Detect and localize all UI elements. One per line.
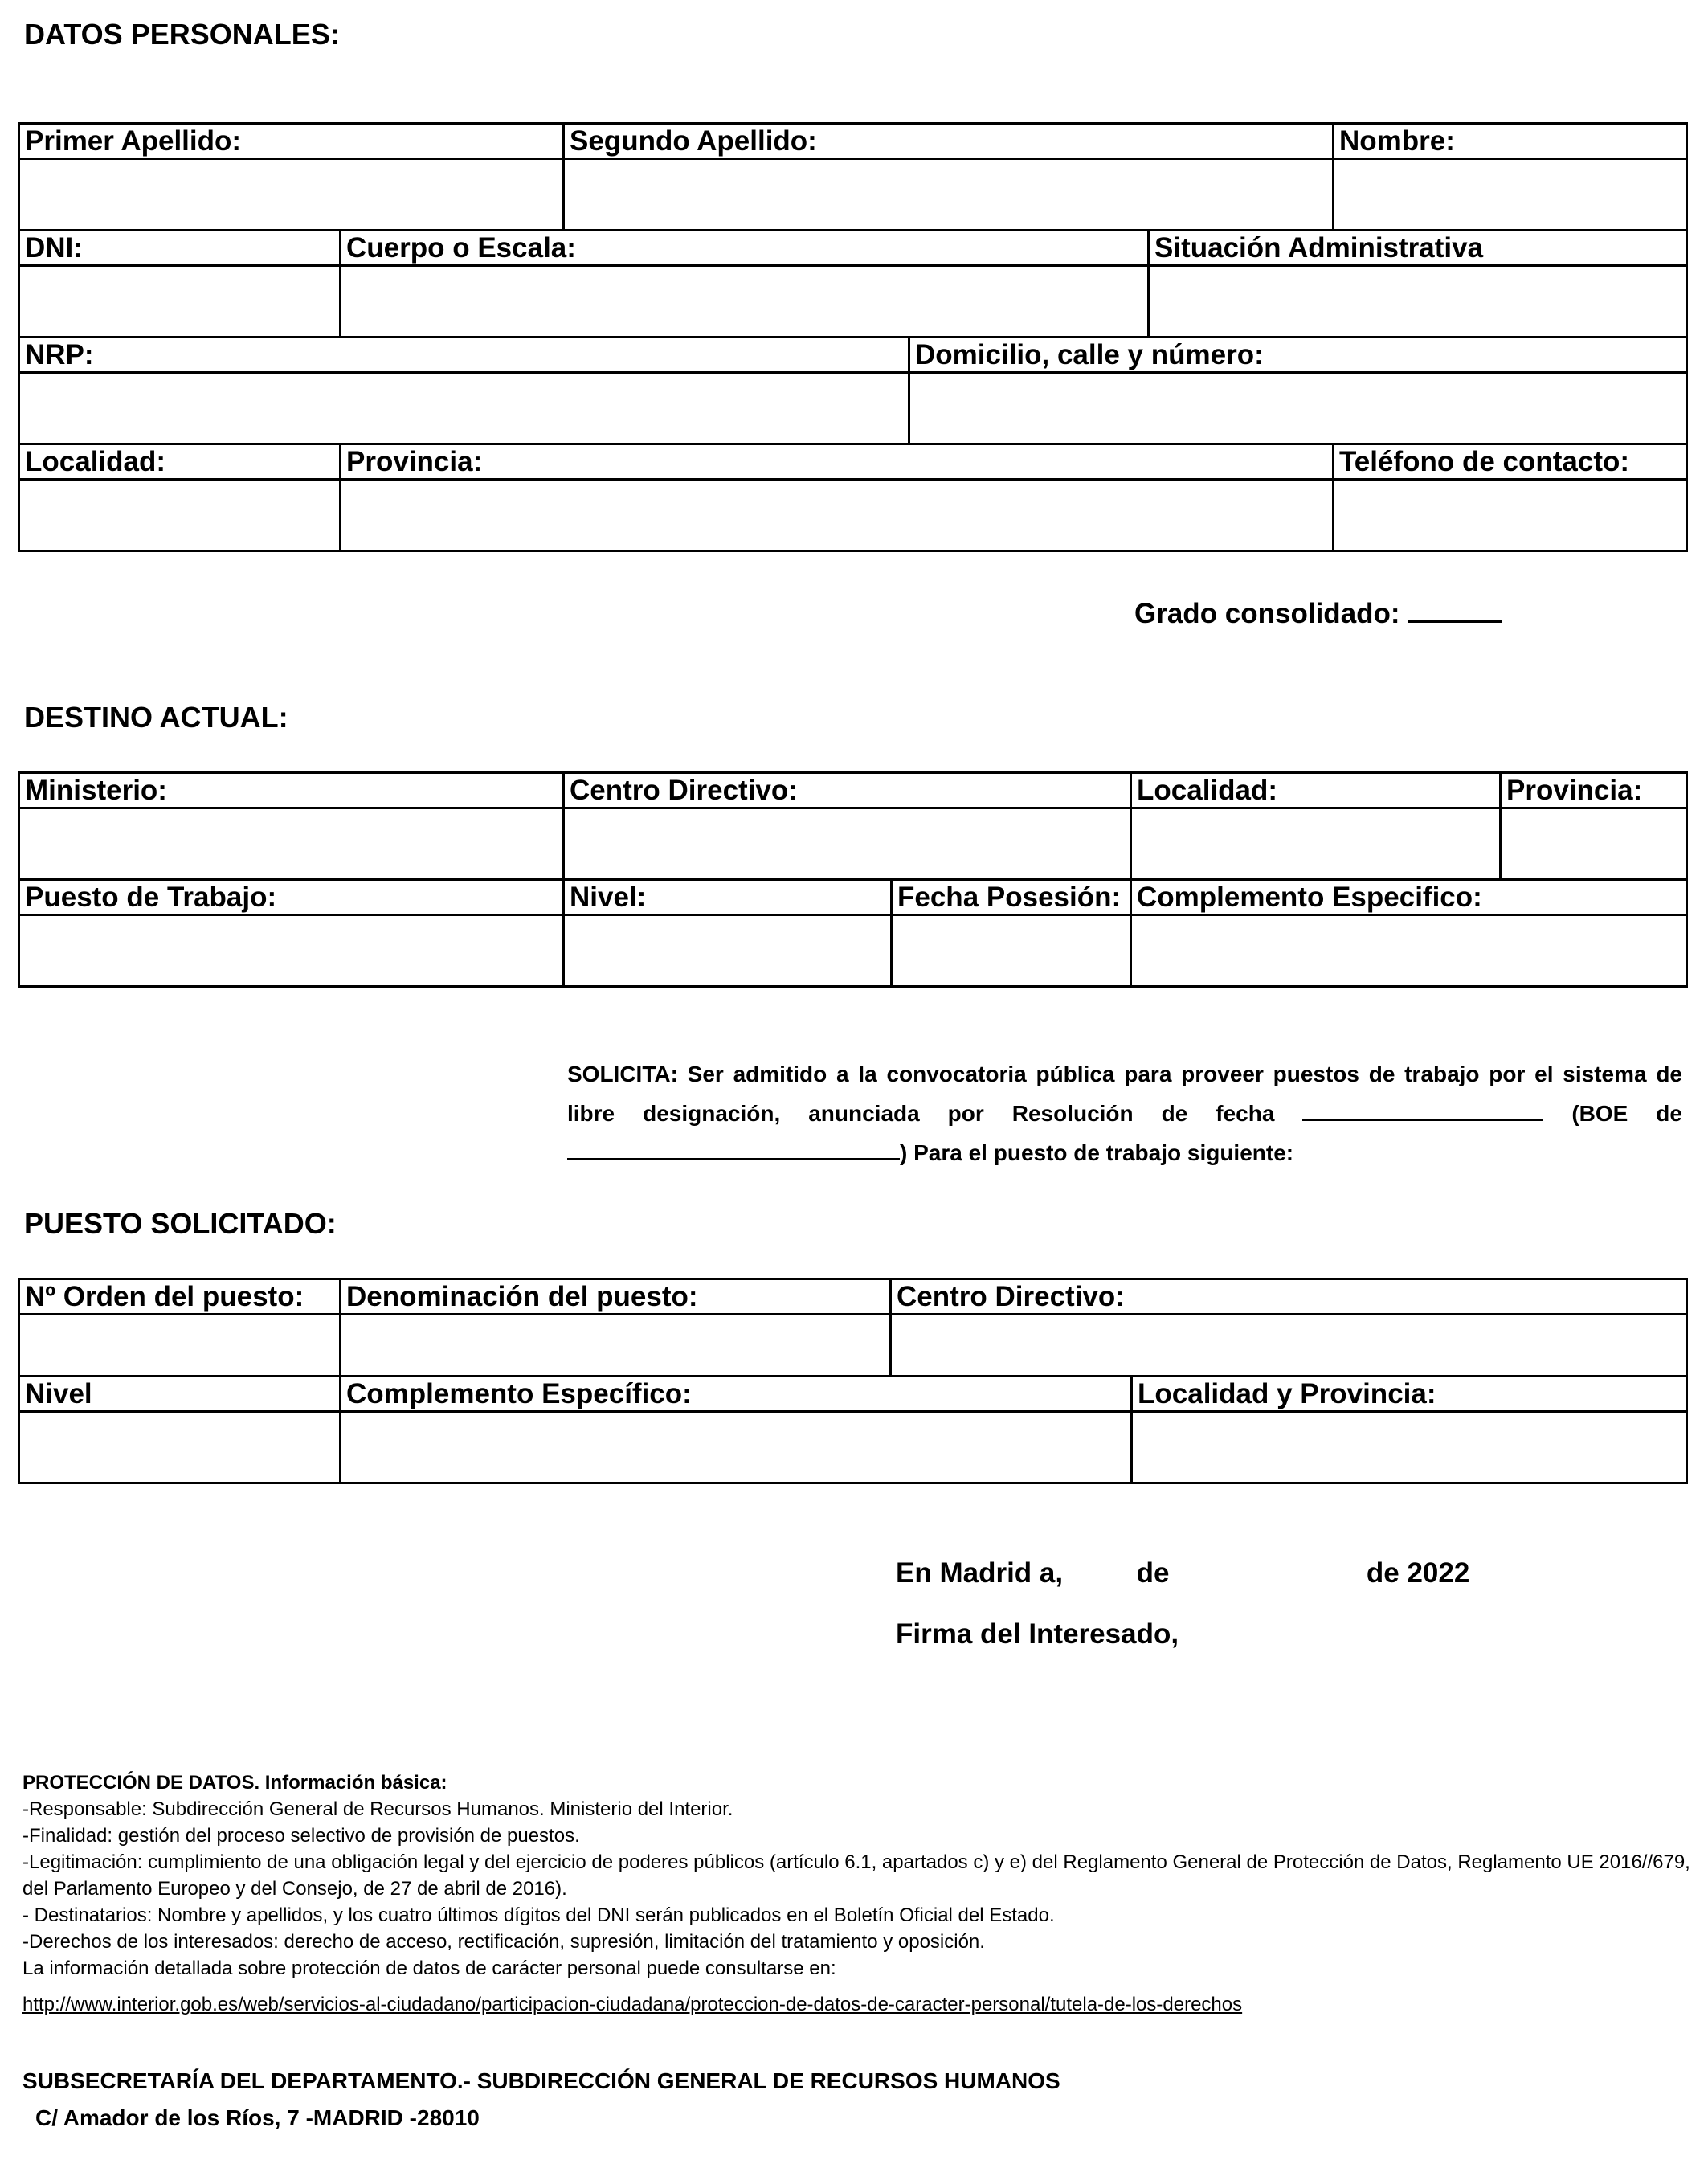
grado-consolidado-field[interactable]	[1408, 593, 1502, 623]
nivel-field[interactable]	[564, 915, 892, 987]
puesto-complemento-label: Complemento Específico:	[341, 1377, 1132, 1412]
proteccion-title: PROTECCIÓN DE DATOS. Información básica:	[22, 1772, 447, 1794]
puesto-centro-directivo-label: Centro Directivo:	[891, 1279, 1687, 1315]
denominacion-field[interactable]	[341, 1315, 891, 1377]
destino-localidad-label: Localidad:	[1131, 773, 1501, 808]
de-text: de	[1136, 1557, 1170, 1589]
fecha-firma-line	[896, 1557, 1469, 1589]
complemento-especifico-label: Complemento Especifico:	[1131, 880, 1687, 915]
destino-provincia-label: Provincia:	[1501, 773, 1687, 808]
firma-interesado: Firma del Interesado,	[896, 1618, 1179, 1650]
puesto-trabajo-label: Puesto de Trabajo:	[19, 880, 564, 915]
proteccion-url-link[interactable]: http://www.interior.gob.es/web/servicios-al-ciudadano/participacion-ciudadana/proteccion-de-datos-de-caracter-personal/tutela-de-los-derechos	[22, 1994, 1243, 2015]
denominacion-label: Denominación del puesto:	[341, 1279, 891, 1315]
telefono-field[interactable]	[1334, 480, 1687, 551]
primer-apellido-label: Primer Apellido:	[19, 124, 564, 159]
solicita-end-text: ) Para el puesto de trabajo siguiente:	[900, 1140, 1294, 1165]
fecha-resolucion-field[interactable]	[1302, 1098, 1543, 1121]
ministerio-label: Ministerio:	[19, 773, 564, 808]
proteccion-datos	[22, 1769, 1694, 2018]
numero-orden-label: Nº Orden del puesto:	[19, 1279, 341, 1315]
proteccion-line: -Derechos de los interesados: derecho de acceso, rectificación, supresión, limitación del tratamiento y oposición.	[22, 1931, 985, 1953]
de-year-text: de 2022	[1366, 1557, 1470, 1589]
numero-orden-field[interactable]	[19, 1315, 341, 1377]
localidad-label: Localidad:	[19, 444, 341, 480]
proteccion-line: - Destinatarios: Nombre y apellidos, y los cuatro últimos dígitos del DNI serán publicados en el Boletín Oficial del Estado.	[22, 1904, 1055, 1926]
en-madrid-text: En Madrid a,	[896, 1557, 1064, 1589]
nombre-field[interactable]	[1334, 159, 1687, 231]
boe-text: (BOE de	[1571, 1101, 1682, 1126]
destino-localidad-field[interactable]	[1131, 808, 1501, 880]
cuerpo-escala-field[interactable]	[341, 266, 1149, 338]
localidad-provincia-label: Localidad y Provincia:	[1132, 1377, 1687, 1412]
puesto-centro-directivo-field[interactable]	[891, 1315, 1687, 1377]
section-title-puesto: PUESTO SOLICITADO:	[24, 1207, 337, 1240]
puesto-nivel-label: Nivel	[19, 1377, 341, 1412]
complemento-especifico-field[interactable]	[1131, 915, 1687, 987]
segundo-apellido-field[interactable]	[564, 159, 1334, 231]
dni-label: DNI:	[19, 231, 341, 266]
provincia-label: Provincia:	[341, 444, 1334, 480]
puesto-nivel-field[interactable]	[19, 1412, 341, 1483]
destino-actual-table	[18, 771, 1688, 988]
situacion-administrativa-field[interactable]	[1149, 266, 1687, 338]
proteccion-line: -Legitimación: cumplimiento de una obligación legal y del ejercicio de poderes públicos (artículo 6.1, apartados c) y e) del Reglamento General de Protección de Datos, Reglamento UE 2016//679, del Parlamento Europeo y del Consejo, de 27 de abril de 2016).	[22, 1851, 1690, 1900]
domicilio-label: Domicilio, calle y número:	[909, 338, 1687, 373]
centro-directivo-field[interactable]	[564, 808, 1131, 880]
situacion-administrativa-label: Situación Administrativa	[1149, 231, 1687, 266]
proteccion-line: -Responsable: Subdirección General de Recursos Humanos. Ministerio del Interior.	[22, 1798, 733, 1820]
telefono-label: Teléfono de contacto:	[1334, 444, 1687, 480]
footer-subsecretaria: SUBSECRETARÍA DEL DEPARTAMENTO.- SUBDIRECCIÓN GENERAL DE RECURSOS HUMANOS	[22, 2068, 1060, 2093]
grado-consolidado-label: Grado consolidado:	[1134, 598, 1400, 629]
section-title-personal: DATOS PERSONALES:	[24, 18, 340, 51]
section-title-destino: DESTINO ACTUAL:	[24, 701, 288, 734]
nrp-label: NRP:	[19, 338, 909, 373]
solicita-text: SOLICITA: Ser admitido a la convocatoria pública para proveer puestos de trabajo por el sistema de libre designación, anunciada por Resolución de fecha	[567, 1062, 1682, 1126]
proteccion-line: La información detallada sobre protección de datos de carácter personal puede consultarse en:	[22, 1958, 836, 1979]
puesto-trabajo-field[interactable]	[19, 915, 564, 987]
localidad-field[interactable]	[19, 480, 341, 551]
cuerpo-escala-label: Cuerpo o Escala:	[341, 231, 1149, 266]
dni-field[interactable]	[19, 266, 341, 338]
segundo-apellido-label: Segundo Apellido:	[564, 124, 1334, 159]
domicilio-field[interactable]	[909, 373, 1687, 444]
ministerio-field[interactable]	[19, 808, 564, 880]
nrp-field[interactable]	[19, 373, 909, 444]
boe-field[interactable]	[567, 1137, 900, 1160]
localidad-provincia-field[interactable]	[1132, 1412, 1687, 1483]
footer-address: C/ Amador de los Ríos, 7 -MADRID -28010	[35, 2105, 480, 2130]
nivel-label: Nivel:	[564, 880, 892, 915]
nombre-label: Nombre:	[1334, 124, 1687, 159]
proteccion-line: -Finalidad: gestión del proceso selectivo de provisión de puestos.	[22, 1825, 580, 1847]
personal-data-table	[18, 122, 1688, 552]
centro-directivo-label: Centro Directivo:	[564, 773, 1131, 808]
fecha-posesion-label: Fecha Posesión:	[892, 880, 1131, 915]
grado-consolidado	[1134, 593, 1502, 630]
fecha-posesion-field[interactable]	[892, 915, 1131, 987]
primer-apellido-field[interactable]	[19, 159, 564, 231]
puesto-solicitado-table	[18, 1278, 1688, 1484]
puesto-complemento-field[interactable]	[341, 1412, 1132, 1483]
destino-provincia-field[interactable]	[1501, 808, 1687, 880]
solicita-paragraph	[567, 1054, 1682, 1172]
provincia-field[interactable]	[341, 480, 1334, 551]
